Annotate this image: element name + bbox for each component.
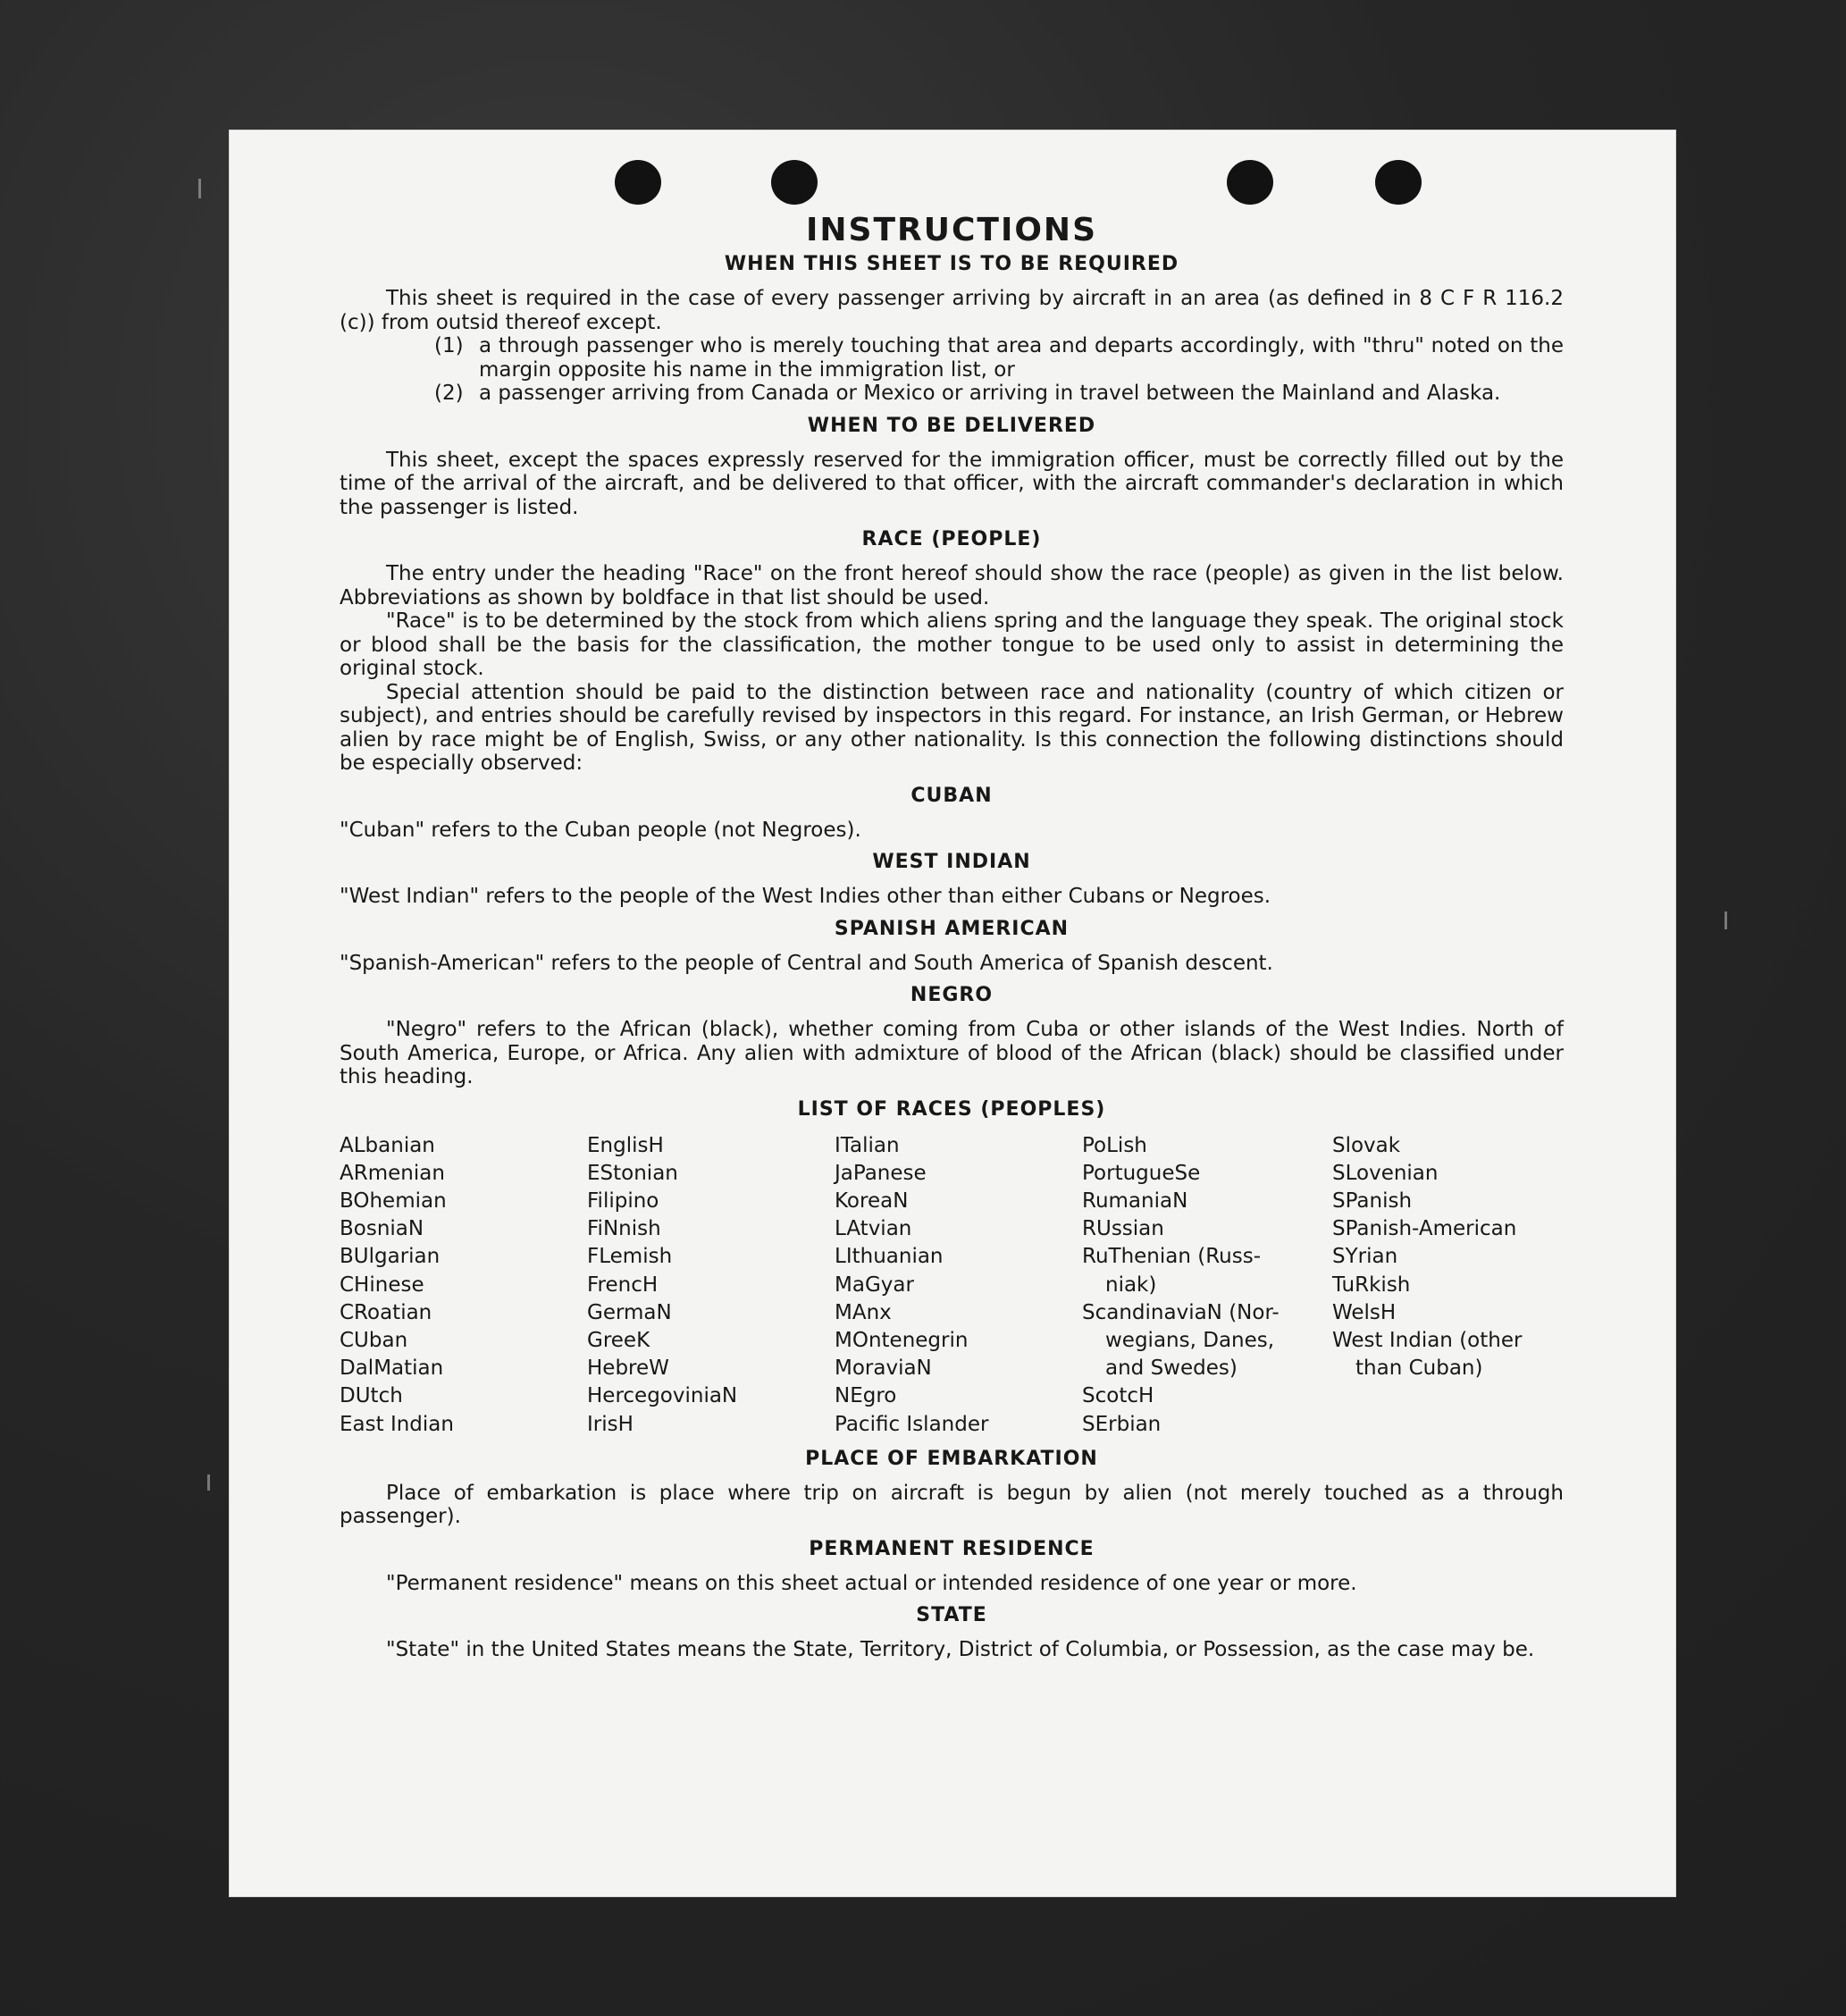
heading-race: RACE (PEOPLE) [861,528,1042,550]
race-item: SPanish [1332,1189,1413,1213]
race-item: NEgro [835,1384,897,1408]
race-item: MaGyar [835,1273,914,1297]
exception-item [434,334,1564,382]
race-item: West Indian (other [1332,1328,1523,1352]
race-item: East Indian [340,1412,454,1436]
exception-number: (1) [434,334,464,357]
race-item-continuation: wegians, Danes, [1105,1328,1275,1352]
race-item: WelsH [1332,1300,1397,1324]
race-item: CHinese [340,1273,424,1297]
race-item: RuThenian (Russ- [1082,1245,1262,1269]
races-column [340,1132,587,1439]
heading-delivered: WHEN TO BE DELIVERED [807,414,1096,437]
race-item: ScandinaviaN (Nor- [1082,1300,1280,1324]
race-item: EStonian [587,1161,678,1185]
race-item: SYrian [1332,1245,1398,1269]
race-item: FrencH [587,1273,659,1297]
race-item: DalMatian [340,1357,444,1381]
residence-text: "Permanent residence" means on this sheet actual or intended residence of one year or more. [386,1571,1357,1595]
race-item: LAtvian [835,1217,912,1241]
heading-negro: NEGRO [910,984,994,1006]
document-page [229,130,1676,1897]
race-item: MoraviaN [835,1357,932,1381]
race-item: FLemish [587,1245,673,1269]
race-item: DUtch [340,1384,403,1408]
race-item: HebreW [587,1357,669,1381]
race-paragraph-1: The entry under the heading "Race" on the front hereof should show the race (people) as given in the list below. Abbreviations as shown by boldface in that list should be used. [340,562,1564,609]
race-item: GermaN [587,1300,672,1324]
races-column [835,1132,1082,1439]
race-item: BOhemian [340,1189,447,1213]
race-item: PortugueSe [1082,1161,1201,1185]
punch-hole [615,160,661,205]
heading-state: STATE [916,1604,987,1627]
races-column [1332,1132,1564,1439]
race-item: SLovenian [1332,1161,1439,1185]
race-item: LIthuanian [835,1245,944,1269]
heading-west-indian: WEST INDIAN [872,851,1031,873]
spanish-american-text: "Spanish-American" refers to the people of Central and South America of Spanish descent. [340,951,1273,975]
race-item: SErbian [1082,1412,1162,1436]
cuban-text: "Cuban" refers to the Cuban people (not Negroes). [340,818,861,842]
race-item: TuRkish [1332,1273,1411,1297]
edge-mark [198,179,201,198]
heading-spanish-american: SPANISH AMERICAN [834,917,1070,940]
race-item-continuation: niak) [1105,1273,1157,1297]
race-item: RUssian [1082,1217,1164,1241]
race-item: GreeK [587,1328,650,1352]
heading-list-of-races: LIST OF RACES (PEOPLES) [797,1097,1106,1121]
race-item: ScotcH [1082,1384,1154,1408]
heading-cuban: CUBAN [910,784,993,807]
instructions-content [340,212,1564,1662]
required-intro: This sheet is required in the case of every passenger arriving by aircraft in an area (as defined in 8 C F R 116.2 (c)) from outsid thereof except. [340,287,1564,334]
race-item-continuation: than Cuban) [1355,1357,1483,1381]
race-item: EnglisH [587,1133,664,1157]
races-column [1082,1132,1332,1439]
heading-embarkation: PLACE OF EMBARKATION [805,1447,1098,1470]
race-item: MAnx [835,1300,892,1324]
race-item: SPanish-American [1332,1217,1517,1241]
race-item: FiNnish [587,1217,661,1241]
heading-required: WHEN THIS SHEET IS TO BE REQUIRED [724,253,1179,275]
page-title: INSTRUCTIONS [806,212,1097,248]
heading-permanent-residence: PERMANENT RESIDENCE [809,1537,1095,1560]
race-item: CUban [340,1328,408,1352]
race-item: Pacific Islander [835,1412,989,1436]
embarkation-text: Place of embarkation is place where trip on aircraft is begun by alien (not merely touched as a through passenger). [340,1481,1564,1529]
race-item-continuation: and Swedes) [1105,1357,1238,1381]
exception-text: a through passenger who is merely touching that area and departs accordingly, with "thru" noted on the margin opposite his name in the immigration list, or [479,334,1564,382]
race-item: Filipino [587,1189,659,1213]
punch-hole [1375,160,1422,205]
race-item: ARmenian [340,1161,445,1185]
race-item: BUlgarian [340,1245,441,1269]
edge-mark [1724,911,1727,929]
state-text: "State" in the United States means the State, Territory, District of Columbia, or Possession, as the case may be. [386,1638,1535,1662]
punch-hole [1227,160,1273,205]
west-indian-text: "West Indian" refers to the people of the West Indies other than either Cubans or Negroes. [340,885,1271,908]
race-paragraph-3: Special attention should be paid to the distinction between race and nationality (country of which citizen or subject), and entries should be carefully revised by inspectors in this regard. For instance, an Irish German, or Hebrew alien by race might be of English, Swiss, or any other nationality. Is this connection the following distinctions should be especially observed: [340,680,1564,775]
race-item: PoLish [1082,1133,1147,1157]
exception-item [434,382,1564,406]
edge-mark [207,1474,210,1491]
races-column [587,1132,835,1439]
race-paragraph-2: "Race" is to be determined by the stock from which aliens spring and the language they speak. The original stock or blood shall be the basis for the classification, the mother tongue to be used only to assist in determining the original stock. [340,609,1564,680]
exception-number: (2) [434,382,464,405]
race-item: ALbanian [340,1133,435,1157]
race-item: HercegoviniaN [587,1384,738,1408]
race-item: RumaniaN [1082,1189,1188,1213]
race-item: Slovak [1332,1133,1401,1157]
race-item: IrisH [587,1412,634,1436]
race-item: ITalian [835,1133,900,1157]
race-item: KoreaN [835,1189,909,1213]
exception-text: a passenger arriving from Canada or Mexico or arriving in travel between the Mainland and Alaska. [479,382,1501,405]
delivered-text: This sheet, except the spaces expressly reserved for the immigration officer, must be correctly filled out by the time of the arrival of the aircraft, and be delivered to that officer, with the aircraft commander's declaration in which the passenger is listed. [340,448,1564,519]
race-item: BosniaN [340,1217,424,1241]
races-list [340,1132,1564,1439]
race-item: MOntenegrin [835,1328,969,1352]
negro-text: "Negro" refers to the African (black), whether coming from Cuba or other islands of the West Indies. North of South America, Europe, or Africa. Any alien with admixture of blood of the African (black) should be classified under this heading. [340,1018,1564,1088]
race-item: JaPanese [835,1161,927,1185]
race-item: CRoatian [340,1300,432,1324]
punch-hole [771,160,818,205]
